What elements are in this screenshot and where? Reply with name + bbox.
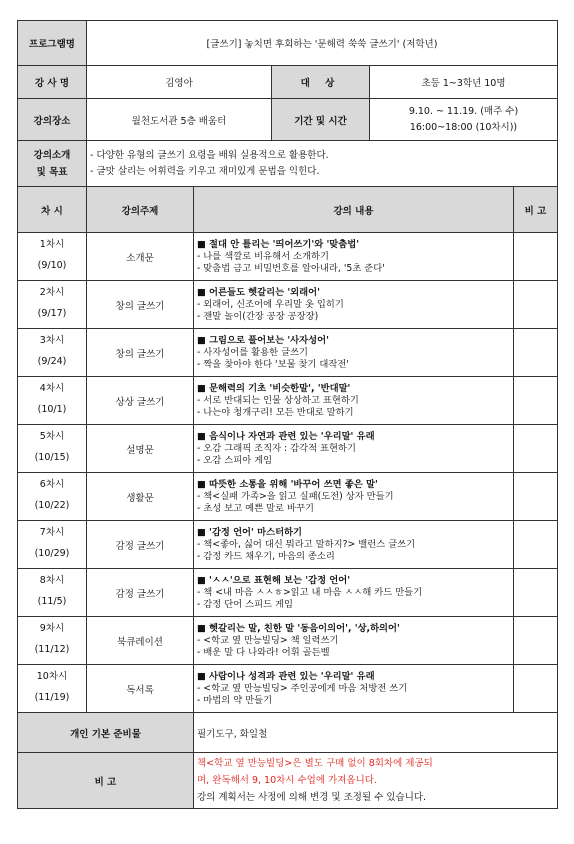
column-remark: 비 고: [514, 187, 558, 233]
session-number: 2차시 (9/17): [18, 281, 87, 329]
session-item: - 책 <내 마음 ㅅㅅㅎ>읽고 내 마음 ㅅㅅ해 카드 만들기: [197, 586, 423, 598]
session-row: [18, 521, 558, 569]
intro-label: 강의소개 및 목표: [18, 141, 87, 187]
session-title: ■ 문해력의 기초 '비슷한말', '반대말': [197, 382, 351, 394]
target-label: 대 상: [272, 66, 370, 99]
session-row: [18, 233, 558, 281]
session-item: - 서로 반대되는 인물 상상하고 표현하기: [197, 394, 359, 406]
session-item: - <학교 옆 만능빌딩> 책 일력쓰기: [197, 634, 339, 646]
session-number: 10차시 (11/19): [18, 665, 87, 713]
session-content: [194, 377, 514, 425]
session-number: 7차시 (10/29): [18, 521, 87, 569]
session-remark: [514, 425, 558, 473]
session-topic: 북큐레이션: [87, 617, 194, 665]
program-title: [글쓰기] 놓치면 후회하는 '문해력 쑥쑥 글쓰기' (저학년): [87, 21, 558, 66]
session-remark: [514, 233, 558, 281]
goal-line: - 글맛 살리는 어휘력을 키우고 재미있게 문법을 익힌다.: [90, 165, 320, 177]
session-remark: [514, 617, 558, 665]
session-topic: 소개문: [87, 233, 194, 281]
program-label: 프로그램명: [18, 21, 87, 66]
session-number: 5차시 (10/15): [18, 425, 87, 473]
session-item: - 짝을 찾아야 한다 '보물 찾기 대작전': [197, 358, 349, 370]
note-red-line: 며, 완독해서 9, 10차시 수업에 가져옵니다.: [197, 775, 377, 786]
instructor-row: [18, 66, 558, 99]
session-item: - 마법의 약 만들기: [197, 694, 273, 706]
session-row: [18, 665, 558, 713]
session-content: [194, 425, 514, 473]
session-title: ■ 'ㅅㅅ'으로 표현해 보는 '감정 언어': [197, 574, 351, 586]
period-label: 기간 및 시간: [272, 99, 370, 141]
session-row: [18, 473, 558, 521]
session-number: 3차시 (9/24): [18, 329, 87, 377]
session-remark: [514, 665, 558, 713]
session-number: 8차시 (11/5): [18, 569, 87, 617]
session-row: [18, 425, 558, 473]
session-title: ■ 헷갈리는 말, 친한 말 '동음이의어', '상,하의어': [197, 622, 400, 634]
period-time: 16:00~18:00 (10차시)): [409, 121, 518, 133]
session-list: [18, 233, 558, 713]
session-remark: [514, 473, 558, 521]
column-content: 강의 내용: [194, 187, 514, 233]
session-content: [194, 521, 514, 569]
column-header-row: [18, 187, 558, 233]
session-content: [194, 329, 514, 377]
session-number: 4차시 (10/1): [18, 377, 87, 425]
session-title: ■ 사람이나 성격과 관련 있는 '우리말' 유래: [197, 670, 375, 682]
session-topic: 감정 글쓰기: [87, 569, 194, 617]
session-item: - 오감 스피아 게임: [197, 454, 273, 466]
session-content: [194, 569, 514, 617]
session-item: - <학교 옆 만능빌딩> 주인공에게 마음 처방전 쓰기: [197, 682, 408, 694]
session-remark: [514, 521, 558, 569]
session-remark: [514, 569, 558, 617]
session-title: ■ '감정 언어' 마스터하기: [197, 526, 303, 538]
session-title: ■ 따뜻한 소통을 위해 '바꾸어 쓰면 좋은 말': [197, 478, 378, 490]
column-topic: 강의주제: [87, 187, 194, 233]
session-item: - 책<실패 가족>을 읽고 실패(도전) 상자 만들기: [197, 490, 394, 502]
session-topic: 독서록: [87, 665, 194, 713]
session-item: - 사자성어를 활용한 글쓰기: [197, 346, 309, 358]
session-topic: 창의 글쓰기: [87, 281, 194, 329]
session-number: 9차시 (11/12): [18, 617, 87, 665]
session-content: [194, 233, 514, 281]
intro-row: [18, 141, 558, 187]
session-topic: 설명문: [87, 425, 194, 473]
note-label: 비 고: [18, 753, 194, 809]
place-label: 강의장소: [18, 99, 87, 141]
session-row: [18, 377, 558, 425]
session-content: [194, 281, 514, 329]
note-row: [18, 753, 558, 809]
session-item: - 나를 색깔로 비유해서 소개하기: [197, 250, 329, 262]
session-item: - 감정 단어 스피드 게임: [197, 598, 294, 610]
instructor-value: 김영아: [87, 66, 272, 99]
session-title: ■ 절대 안 틀리는 '띄어쓰기'와 '맞춤법': [197, 238, 360, 250]
intro-goals: [87, 141, 558, 187]
session-item: - 외래어, 신조어에 우리말 옷 입히기: [197, 298, 344, 310]
lecture-plan-table: [17, 20, 558, 809]
note-value: [194, 753, 558, 809]
session-row: [18, 281, 558, 329]
session-remark: [514, 377, 558, 425]
session-topic: 창의 글쓰기: [87, 329, 194, 377]
session-number: 1차시 (9/10): [18, 233, 87, 281]
prep-row: [18, 713, 558, 753]
period-dates: 9.10. ~ 11.19. (매주 수): [408, 105, 519, 117]
session-remark: [514, 329, 558, 377]
goal-line: - 다양한 유형의 글쓰기 요령을 배워 실용적으로 활용한다.: [90, 149, 329, 161]
place-value: 월천도서관 5층 배움터: [87, 99, 272, 141]
column-session: 차 시: [18, 187, 87, 233]
session-item: - 오감 그래픽 조직자 : 감각적 표현하기: [197, 442, 356, 454]
session-content: [194, 665, 514, 713]
session-topic: 감정 글쓰기: [87, 521, 194, 569]
target-value: 초등 1~3학년 10명: [370, 66, 558, 99]
prep-value: 필기도구, 화일철: [194, 713, 558, 753]
session-item: - 잰말 놀이(간장 공장 공장장): [197, 310, 319, 322]
session-title: ■ 음식이나 자연과 관련 있는 '우리말' 유래: [197, 430, 375, 442]
session-number: 6차시 (10/22): [18, 473, 87, 521]
period-value: [370, 99, 558, 141]
session-title: ■ 어른들도 헷갈리는 '외래어': [197, 286, 320, 298]
program-row: [18, 21, 558, 66]
prep-label: 개인 기본 준비물: [18, 713, 194, 753]
instructor-label: 강 사 명: [18, 66, 87, 99]
place-row: [18, 99, 558, 141]
session-title: ■ 그림으로 풀어보는 '사자성어': [197, 334, 329, 346]
session-topic: 생활문: [87, 473, 194, 521]
session-topic: 상상 글쓰기: [87, 377, 194, 425]
session-row: [18, 569, 558, 617]
note-black-line: 강의 계획서는 사정에 의해 변경 및 조정될 수 있습니다.: [197, 792, 427, 803]
session-item: - 나는야 청개구리! 모든 반대로 말하기: [197, 406, 354, 418]
session-content: [194, 473, 514, 521]
session-content: [194, 617, 514, 665]
session-remark: [514, 281, 558, 329]
session-item: - 책<좋아, 싫어 대신 뭐라고 말하지?> 밸런스 글쓰기: [197, 538, 416, 550]
session-item: - 초성 보고 예쁜 말로 바꾸기: [197, 502, 314, 514]
session-row: [18, 617, 558, 665]
note-red-line: 책<학교 옆 만능빌딩>은 별도 구매 없이 8회차에 제공되: [197, 758, 433, 769]
session-item: - 배운 말 다 나와라! 어휘 골든벨: [197, 646, 330, 658]
session-row: [18, 329, 558, 377]
session-item: - 감정 카드 채우기, 마음의 종소리: [197, 550, 335, 562]
session-item: - 맞춤법 금고 비밀번호를 알아내라, '5초 준다': [197, 262, 385, 274]
